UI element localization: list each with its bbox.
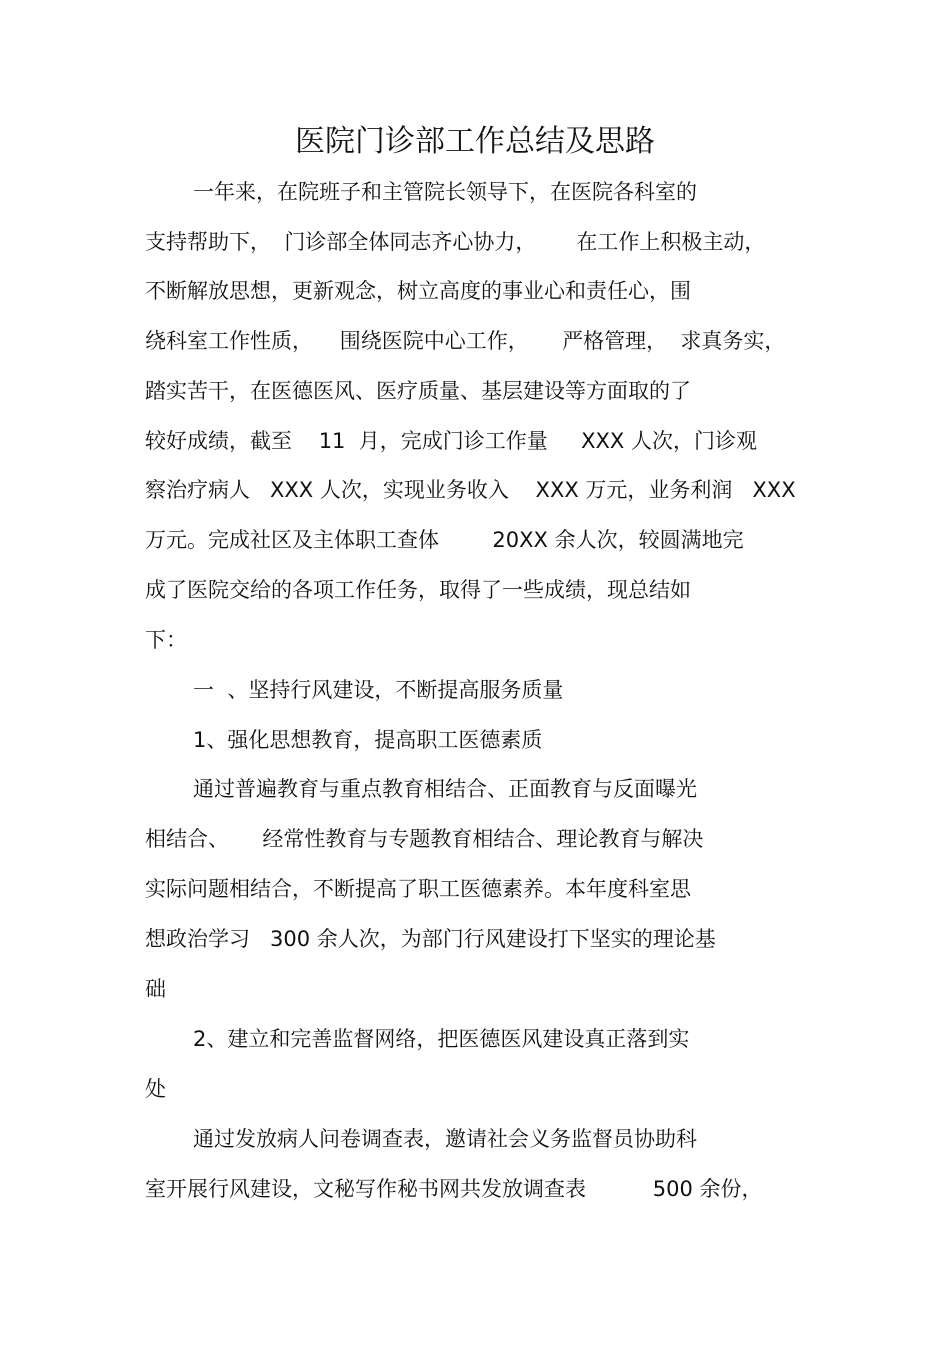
paragraph-line: 万元。完成社区及主体职工查体 20XX 余人次，较圆满地完 [145,528,744,552]
paragraph-line: 想政治学习 300 余人次，为部门行风建设打下坚实的理论基 [145,927,716,951]
paragraph-line: 支持帮助下， 门诊部全体同志齐心协力， 在工作上积极主动， [145,230,766,254]
paragraph-line: 通过普遍教育与重点教育相结合、正面教育与反面曝光 [193,777,697,801]
paragraph-line: 础 [145,977,166,1001]
paragraph-line: 室开展行风建设，文秘写作秘书网共发放调查表 500 余份， [145,1177,763,1201]
subsection-heading: 1、强化思想教育，提高职工医德素质 [193,728,543,752]
paragraph-line: 绕科室工作性质， 围绕医院中心工作， 严格管理， 求真务实， [145,329,786,353]
paragraph-line: 相结合、 经常性教育与专题教育相结合、理论教育与解决 [145,827,704,851]
paragraph-line: 察治疗病人 XXX 人次，实现业务收入 XXX 万元，业务利润 XXX [145,478,796,502]
document-title: 医院门诊部工作总结及思路 [295,124,655,159]
section-heading: 一 、坚持行风建设，不断提高服务质量 [193,678,564,702]
subsection-heading-continued: 处 [145,1077,166,1101]
paragraph-line: 不断解放思想，更新观念，树立高度的事业心和责任心，围 [145,279,691,303]
paragraph-line: 较好成绩，截至 11 月，完成门诊工作量 XXX 人次，门诊观 [145,429,757,453]
paragraph-line: 实际问题相结合，不断提高了职工医德素养。本年度科室思 [145,877,691,901]
paragraph-line: 一年来，在院班子和主管院长领导下，在医院各科室的 [193,180,697,204]
paragraph-line: 成了医院交给的各项工作任务，取得了一些成绩，现总结如 [145,578,691,602]
subsection-heading: 2、建立和完善监督网络，把医德医风建设真正落到实 [193,1027,690,1051]
paragraph-line: 下： [145,628,187,652]
paragraph-line: 通过发放病人问卷调查表，邀请社会义务监督员协助科 [193,1127,697,1151]
paragraph-line: 踏实苦干，在医德医风、医疗质量、基层建设等方面取的了 [145,379,691,403]
